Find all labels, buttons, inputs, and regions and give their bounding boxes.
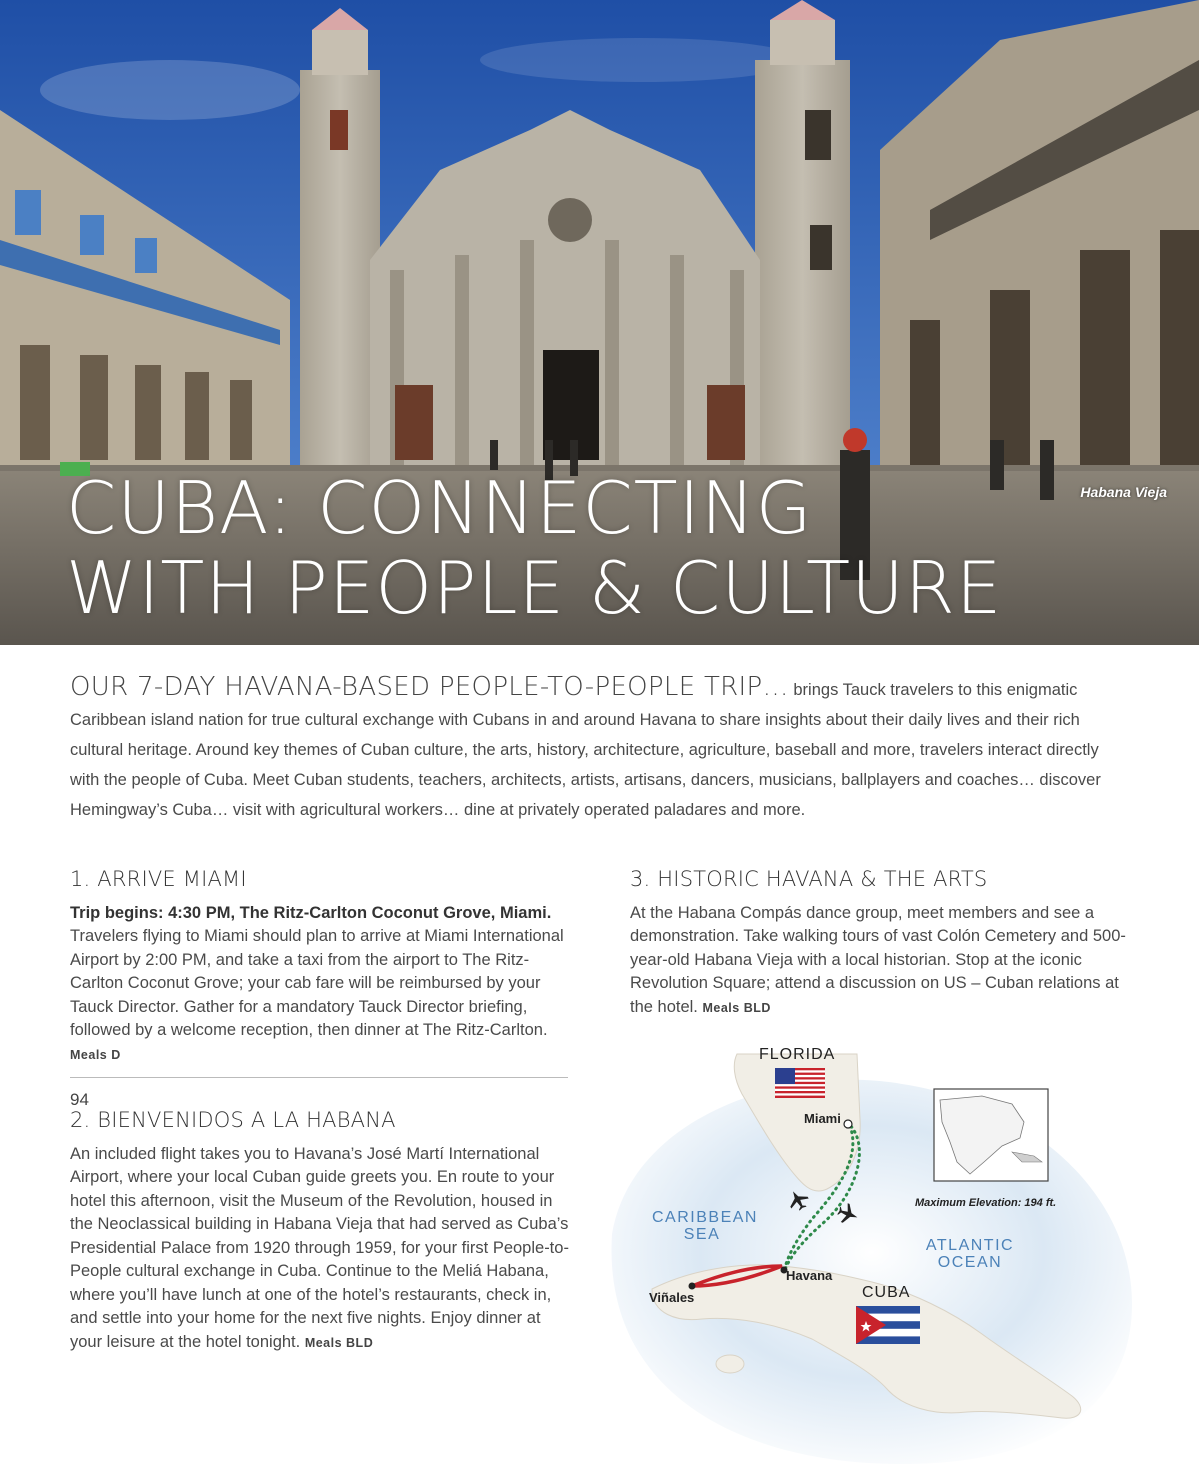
itinerary-right-column — [630, 868, 1130, 1062]
us-flag-icon — [775, 1068, 825, 1098]
day-heading: 2. BIENVENIDOS A LA HABANA — [70, 1108, 396, 1132]
day-heading: 3. HISTORIC HAVANA & THE ARTS — [630, 867, 988, 891]
label-elevation: Maximum Elevation: 194 ft. — [915, 1197, 1057, 1209]
itinerary-left-column — [70, 868, 570, 1397]
day-body: An included flight takes you to Havana’s José Martí International Airport, where your local Cuban guide greets you. En route to your hotel this afternoon, visit the Museum of the Revolution, housed in the Neoclassical building in Habana Vieja that had served as Cuba’s Presidential Palace from 1920 through 1959, for your first People-to-People cultural exchange in Cuba. Continue to the Meliá Habana, where you’ll have lunch at one of the hotel’s restaurants, check in, and settle into your home for the next five nights. Enjoy dinner at your leisure at the hotel tonight. — [70, 1144, 569, 1351]
hero-photo — [0, 0, 1199, 645]
label-vinales: Viñales — [649, 1290, 695, 1305]
label-florida: FLORIDA — [759, 1046, 836, 1063]
day-3 — [630, 868, 1130, 1020]
miami-marker — [844, 1120, 852, 1128]
map-graphic — [572, 1034, 1199, 1480]
day-text — [70, 1143, 570, 1356]
intro-paragraph — [70, 672, 1130, 825]
intro-body: brings Tauck travelers to this enigmatic Caribbean island nation for true cultural exchange with Cubans in and around Havana to share insights about their daily lives and their rich cultural heritage. Around key themes of Cuban culture, the arts, history, architecture, agriculture, baseball and more, travelers interact directly with the people of Cuba. Meet Cuban students, teachers, architects, artists, artisans, dancers, musicians, ballplayers and coaches… discover Hemingway’s Cuba… visit with agricultural workers… dine at privately operated paladares and more. — [70, 681, 1101, 819]
label-havana: Havana — [786, 1268, 833, 1283]
day-text — [70, 902, 570, 1068]
day-1 — [70, 868, 570, 1067]
photo-caption: Habana Vieja — [1080, 484, 1167, 500]
meals-label: Meals D — [70, 1047, 121, 1062]
day-body: At the Habana Compás dance group, meet members and see a demonstration. Take walking tours of vast Colón Cemetery and 500-year-old Habana Vieja with a local historian. Stop at the iconic Revolution Square; attend a discussion on US – Cuban relations at the hotel. — [630, 903, 1126, 1016]
cuba-flag-icon — [856, 1306, 920, 1344]
label-miami: Miami — [804, 1111, 841, 1126]
footer-divider — [70, 1077, 568, 1078]
day-body: Travelers flying to Miami should plan to arrive at Miami International Airport by 2:00 PM, and take a taxi from the airport to The Ritz-Carlton Coconut Grove; your cab fare will be reimbursed by your Tauck Director. Gather for a mandatory Tauck Director briefing, followed by a welcome reception, then dinner at The Ritz-Carlton. — [70, 927, 564, 1039]
route-map — [572, 1034, 1199, 1480]
vinales-marker — [689, 1283, 696, 1290]
page-title — [66, 468, 1002, 628]
isla-de-la-juventud — [716, 1355, 744, 1373]
title-line-1: CUBA: CONNECTING — [66, 466, 813, 550]
title-line-2: WITH PEOPLE & CULTURE — [66, 546, 1003, 630]
day-bold-lead: Trip begins: 4:30 PM, The Ritz-Carlton Coconut Grove, Miami. — [70, 903, 552, 922]
label-cuba: CUBA — [862, 1284, 911, 1301]
intro-lead: OUR 7-DAY HAVANA-BASED PEOPLE-TO-PEOPLE TRIP… — [70, 672, 789, 702]
day-2 — [70, 1109, 570, 1355]
page-number: 94 — [70, 1090, 89, 1109]
day-heading: 1. ARRIVE MIAMI — [70, 867, 247, 891]
meals-label: Meals BLD — [304, 1335, 374, 1350]
label-caribbean-sea: CARIBBEAN SEA — [652, 1209, 758, 1243]
label-atlantic-ocean: ATLANTIC OCEAN — [925, 1237, 1015, 1271]
meals-label: Meals BLD — [702, 1000, 771, 1015]
day-text — [630, 902, 1130, 1021]
